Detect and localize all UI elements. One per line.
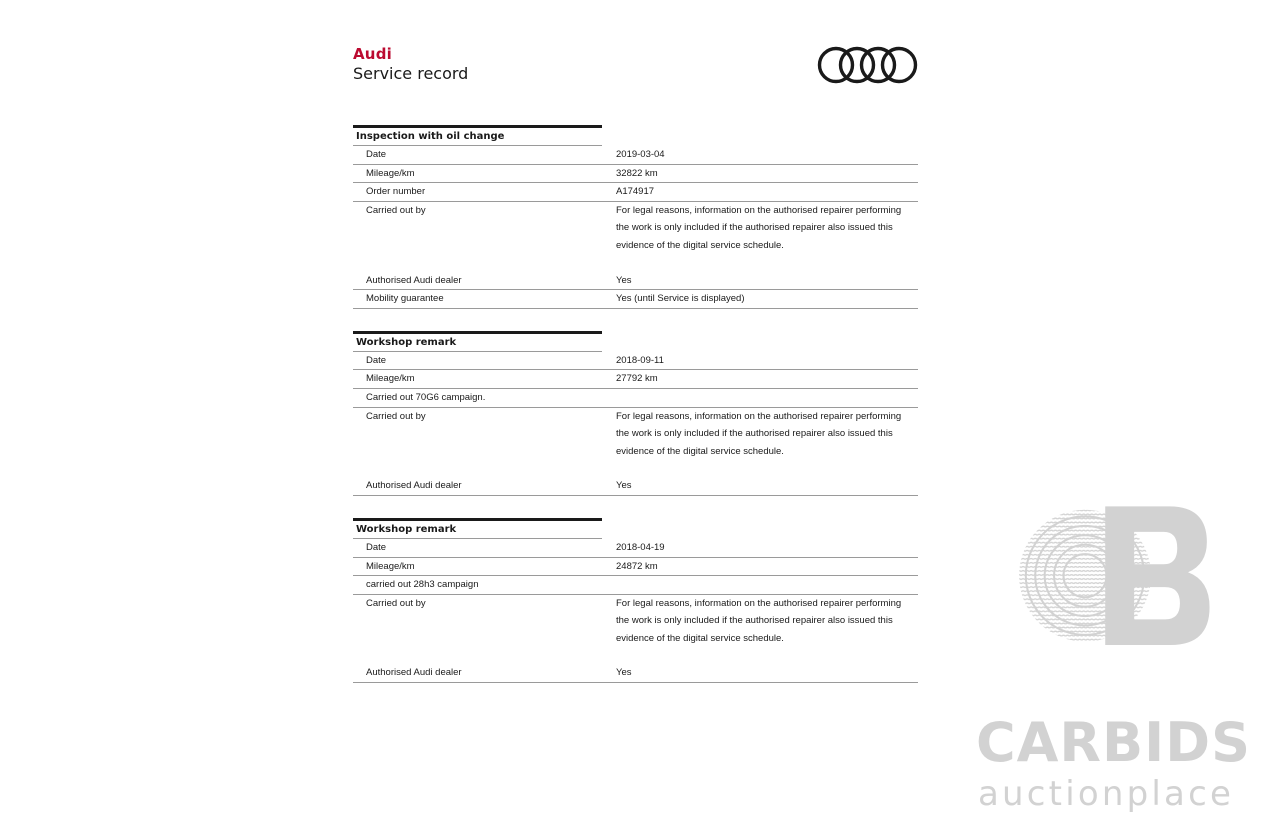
row-label: Carried out by: [366, 410, 426, 422]
table-row: [353, 477, 918, 496]
table-row: [353, 183, 918, 202]
row-label: Mileage/km: [366, 167, 415, 179]
row-remark: carried out 28h3 campaign: [366, 579, 479, 591]
row-value: For legal reasons, information on the authorised repairer performing the work is only included if the authorised repairer also issued this evidence of the digital service schedule.: [616, 204, 902, 251]
audi-rings-icon: [817, 45, 919, 85]
table-row: [353, 272, 918, 291]
table-row: [353, 165, 918, 184]
row-value: Yes (until Service is displayed): [616, 293, 745, 305]
table-row: [353, 558, 918, 577]
page-title: Service record: [353, 64, 469, 83]
table-row: [353, 595, 918, 665]
table-row: [353, 370, 918, 389]
table-row: [353, 576, 918, 595]
row-remark: Carried out 70G6 campaign.: [366, 391, 486, 403]
service-entry: [353, 518, 918, 683]
row-label: Date: [366, 541, 387, 553]
row-value: 32822 km: [616, 167, 658, 179]
carbids-logo-icon: [975, 505, 1257, 715]
table-row: [353, 202, 918, 272]
section-header: [353, 518, 602, 539]
row-label: Mileage/km: [366, 373, 415, 385]
section-header: [353, 125, 602, 146]
row-value: A174917: [616, 186, 655, 198]
row-value: Yes: [616, 274, 632, 286]
table-row: [353, 389, 918, 408]
table-row: [353, 146, 918, 165]
service-entry: [353, 331, 918, 496]
row-label: Authorised Audi dealer: [366, 274, 462, 286]
watermark-tagline: auctionplace: [978, 774, 1235, 814]
row-label: Mileage/km: [366, 560, 415, 572]
row-value: 2018-04-19: [616, 541, 665, 553]
service-record-list: [353, 125, 918, 705]
table-row: [353, 539, 918, 558]
table-row: [353, 352, 918, 371]
watermark-brand: CARBIDS: [976, 711, 1251, 774]
section-header: [353, 331, 602, 352]
row-label: Carried out by: [366, 597, 426, 609]
row-value: Yes: [616, 667, 632, 679]
row-label: Order number: [366, 186, 426, 198]
row-value: 27792 km: [616, 373, 658, 385]
section-title: Workshop remark: [356, 523, 457, 535]
row-value: 2018-09-11: [616, 354, 664, 366]
row-value: For legal reasons, information on the authorised repairer performing the work is only included if the authorised repairer also issued this evidence of the digital service schedule.: [616, 410, 902, 457]
row-label: Carried out by: [366, 204, 426, 216]
row-value: 2019-03-04: [616, 149, 665, 160]
row-value: For legal reasons, information on the authorised repairer performing the work is only included if the authorised repairer also issued this evidence of the digital service schedule.: [616, 597, 902, 644]
table-row: [353, 290, 918, 309]
section-title: Inspection with oil change: [356, 131, 505, 142]
table-row: [353, 664, 918, 683]
row-label: Mobility guarantee: [366, 293, 444, 305]
row-value: 24872 km: [616, 560, 658, 572]
brand-name: Audi: [353, 45, 392, 63]
section-title: Workshop remark: [356, 336, 457, 348]
row-label: Authorised Audi dealer: [366, 480, 462, 492]
row-value: Yes: [616, 480, 632, 492]
row-label: Date: [366, 149, 387, 160]
table-row: [353, 408, 918, 478]
row-label: Authorised Audi dealer: [366, 667, 462, 679]
service-entry: [353, 125, 918, 309]
row-label: Date: [366, 354, 387, 366]
